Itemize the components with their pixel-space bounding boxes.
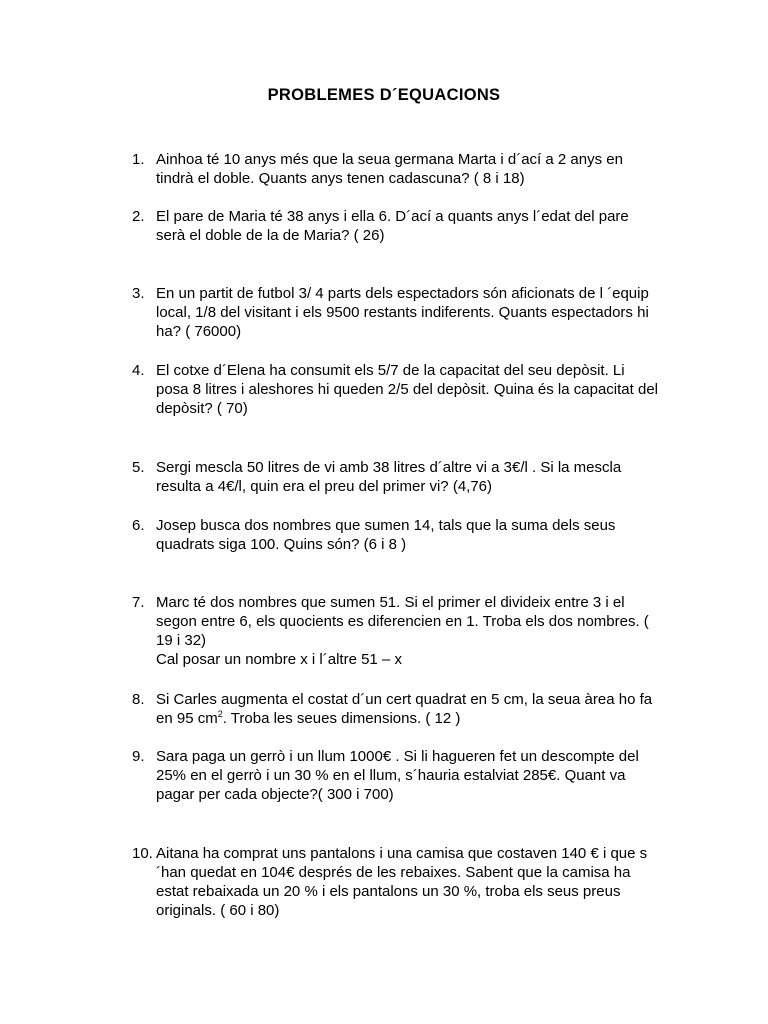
problem-text: Ainhoa té 10 anys més que la seua germana Marta i d´ací a 2 anys en tindrà el doble. Quants anys tenen cadascuna? ( 8 i 18)	[156, 151, 623, 187]
problem-number: 6.	[132, 517, 145, 534]
problem-text-after: . Troba les seues dimensions. ( 12 )	[222, 710, 461, 727]
problem-number: 2.	[132, 208, 145, 225]
problem-text: Aitana ha comprat uns pantalons i una camisa que costaven 140 € i que s´han quedat en 104€ després de les rebaixes. Sabent que la camisa ha estat rebaixada un 20 % i els pantalons un 30 %, troba els seus preus originals. ( 60 i 80)	[156, 845, 648, 919]
problem-number: 4.	[132, 362, 145, 379]
problem-number: 7.	[132, 594, 145, 611]
document-title: PROBLEMES D´EQUACIONS	[267, 86, 501, 104]
problem-item-2	[132, 207, 662, 245]
problem-text	[156, 690, 661, 728]
problem-item-10	[132, 844, 662, 920]
problem-hint: Cal posar un nombre x i l´altre 51 – x	[156, 651, 402, 668]
problem-text: El pare de Maria té 38 anys i ella 6. D´ací a quants anys l´edat del pare serà el doble de la de Maria? ( 26)	[156, 208, 629, 244]
problem-item-7	[132, 593, 662, 669]
problem-item-5	[132, 458, 662, 496]
problem-text: Sergi mescla 50 litres de vi amb 38 litres d´altre vi a 3€/l . Si la mescla resulta a 4€/l, quin era el preu del primer vi? (4,76)	[156, 459, 622, 495]
problem-number: 5.	[132, 459, 145, 476]
problem-item-8	[132, 690, 662, 728]
problem-number: 1.	[132, 151, 145, 168]
problem-text: En un partit de futbol 3/ 4 parts dels espectadors són aficionats de l ´equip local, 1/8 del visitant i els 9500 restants indiferents. Quants espectadors hi ha? ( 76000)	[156, 285, 649, 340]
problem-text: Marc té dos nombres que sumen 51. Si el primer el divideix entre 3 i el segon entre 6, els quocients es diferencien en 1. Troba els dos nombres. ( 19 i 32)	[156, 594, 649, 649]
problem-text: El cotxe d´Elena ha consumit els 5/7 de la capacitat del seu depòsit. Li posa 8 litres i aleshores hi queden 2/5 del depòsit. Quina és la capacitat del depòsit? ( 70)	[156, 362, 658, 417]
problem-text-before: Si Carles augmenta el costat d´un cert quadrat en 5 cm, la seua àrea ho fa en 95 cm	[156, 691, 653, 727]
superscript-exponent: 2	[217, 709, 223, 719]
problem-text: Josep busca dos nombres que sumen 14, tals que la suma dels seus quadrats siga 100. Quins són? (6 i 8 )	[156, 517, 616, 553]
problem-number: 9.	[132, 748, 145, 765]
problem-item-6	[132, 516, 662, 554]
problem-item-4	[132, 361, 662, 418]
problem-item-1	[132, 150, 662, 188]
problem-text: Sara paga un gerrò i un llum 1000€ . Si li hagueren fet un descompte del 25% en el gerrò i un 30 % en el llum, s´hauria estalviat 285€. Quant va pagar per cada objecte?( 300 i 700)	[156, 748, 639, 803]
problem-number: 3.	[132, 285, 145, 302]
problem-number: 10.	[132, 845, 153, 862]
problem-number: 8.	[132, 691, 145, 708]
problem-item-3	[132, 284, 662, 341]
problem-item-9	[132, 747, 662, 804]
